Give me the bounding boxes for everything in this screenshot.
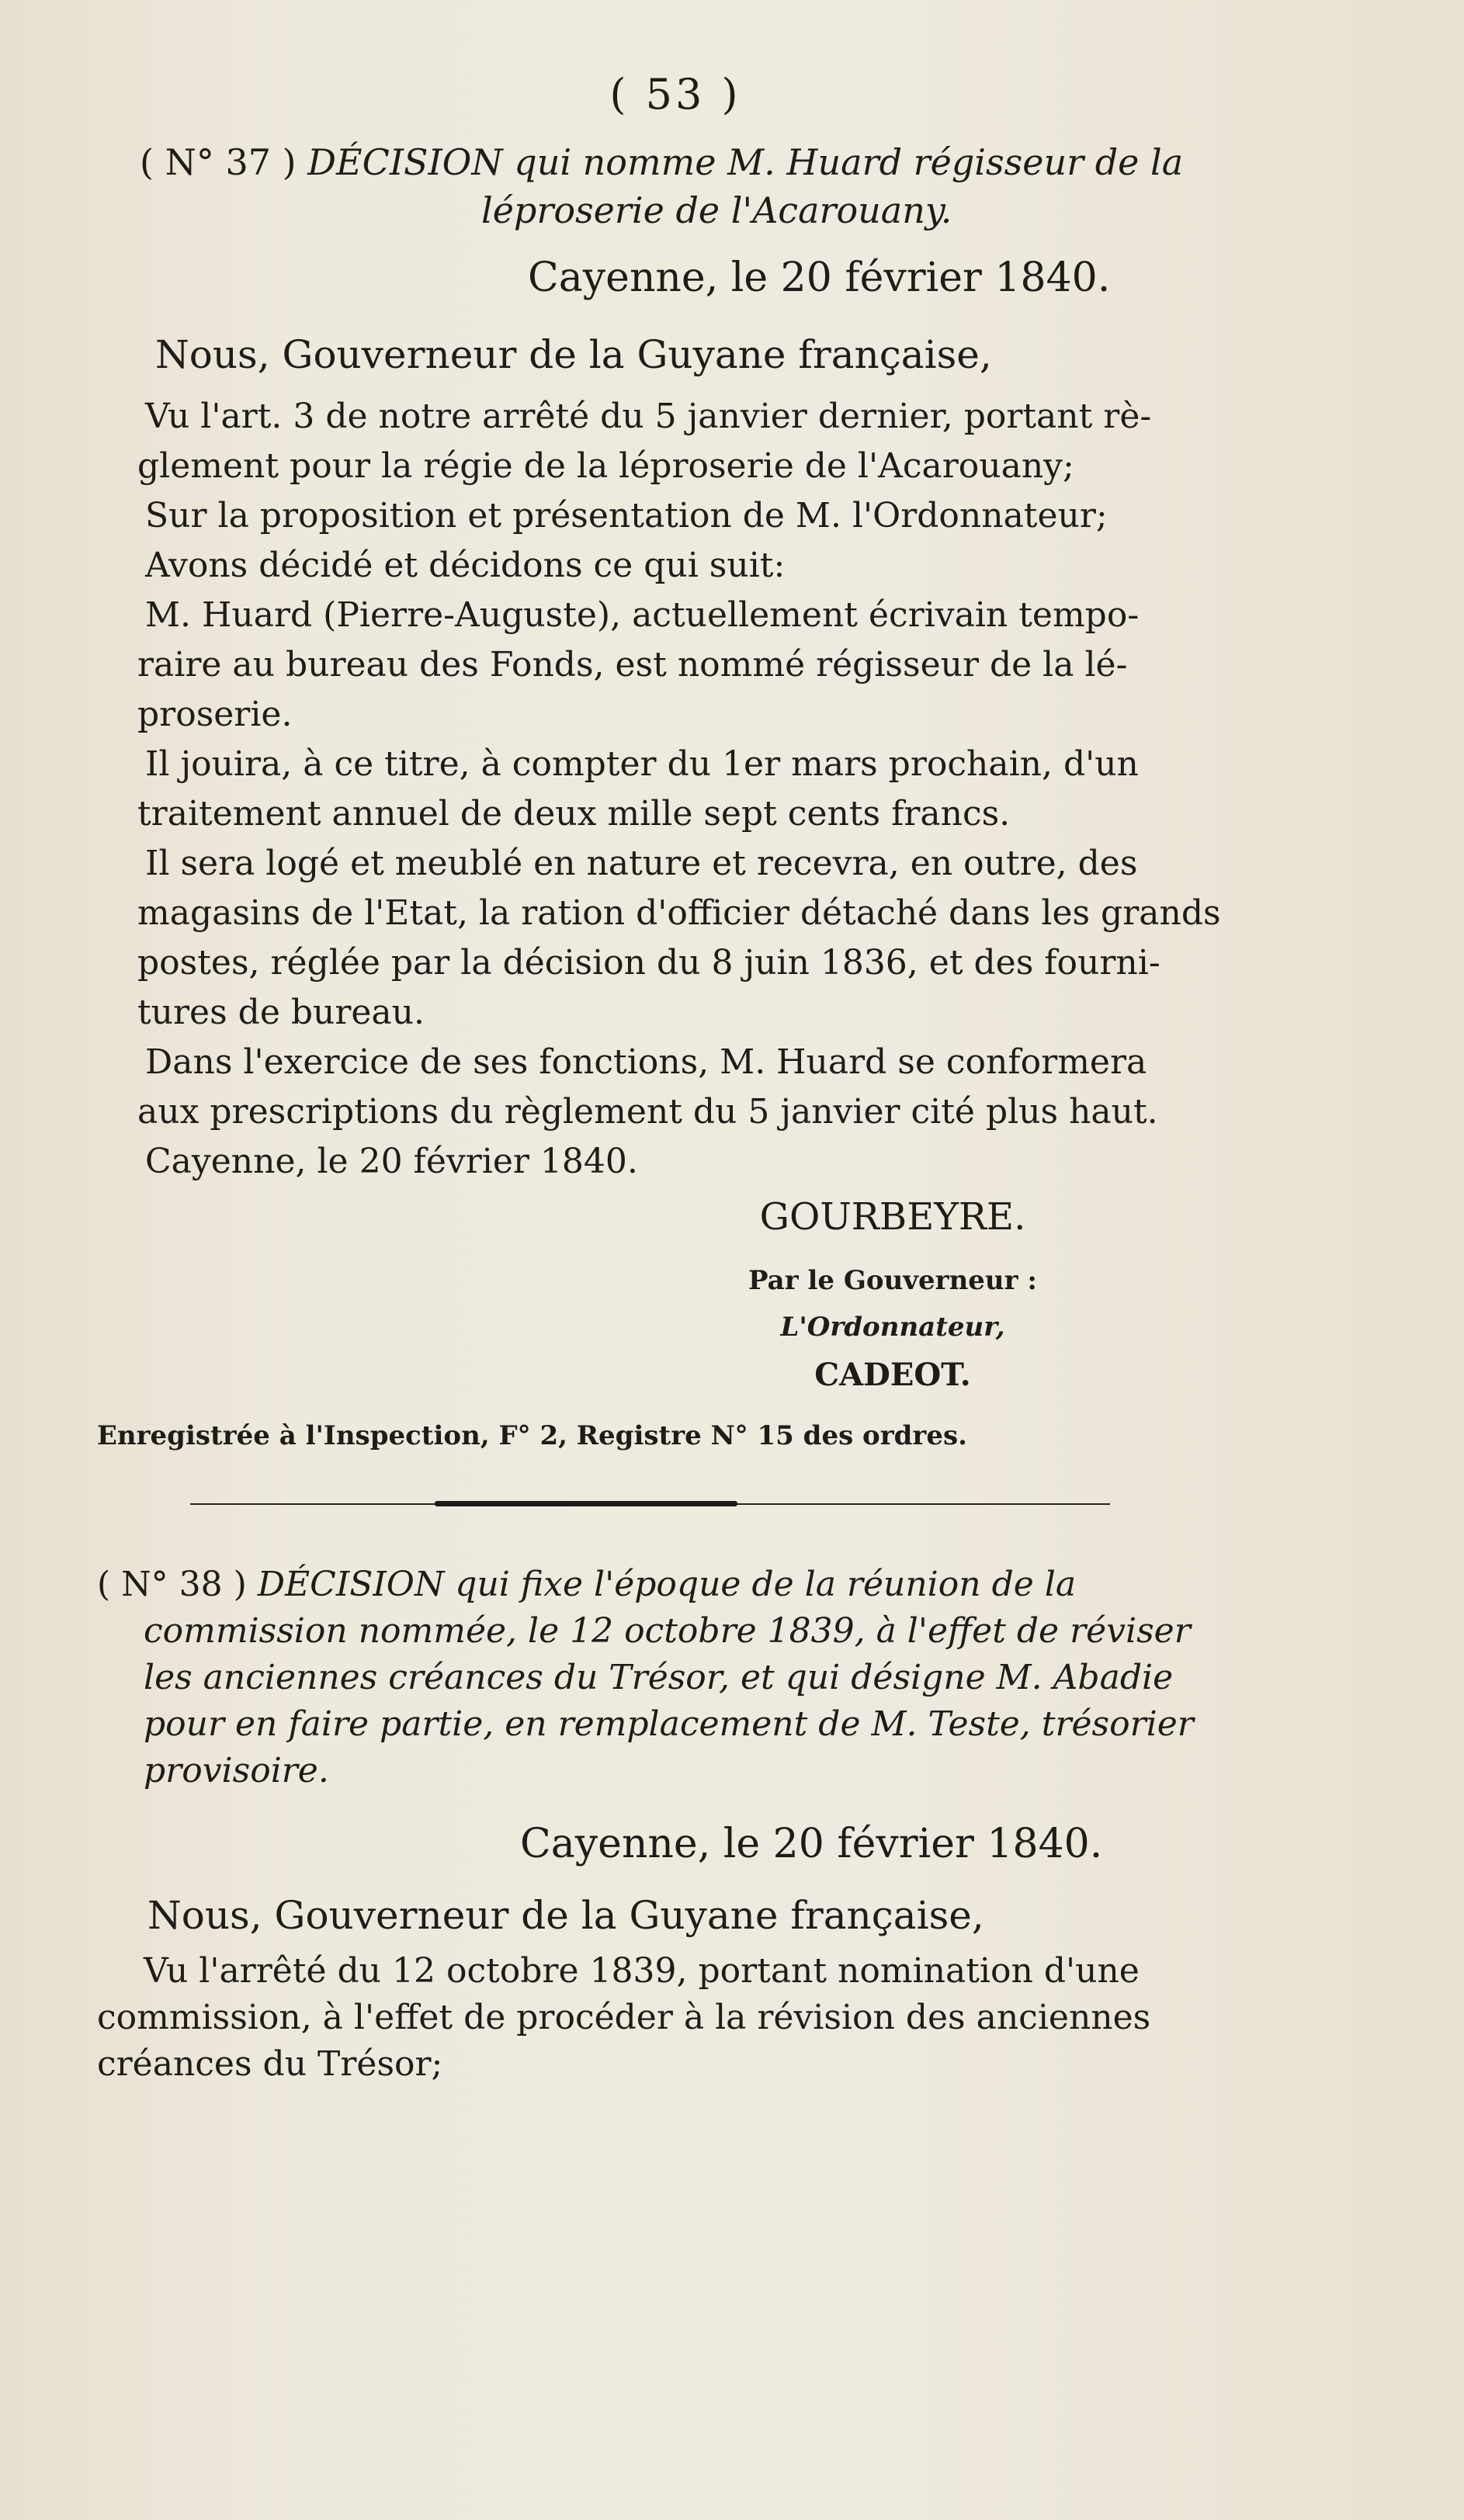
decision-38-number: ( N° 38 ) xyxy=(97,1565,247,1604)
decision-38-title-line: pour en faire partie, en remplacement de M. Teste, trésorier xyxy=(144,1704,1194,1744)
body-line: proserie. xyxy=(137,695,293,734)
decision-37-title-line2: léproserie de l'Acarouany. xyxy=(481,189,952,231)
decision-38-dateline: Cayenne, le 20 février 1840. xyxy=(520,1821,1103,1867)
body-line: M. Huard (Pierre-Auguste), actuellement écrivain tempo- xyxy=(145,595,1140,635)
body-line: Cayenne, le 20 février 1840. xyxy=(145,1142,638,1181)
decision-38-title-line: les anciennes créances du Trésor, et qui désigne M. Abadie xyxy=(144,1658,1174,1697)
body-line: Sur la proposition et présentation de M. l'Ordonnateur; xyxy=(145,496,1108,536)
decision-37-signature: GOURBEYRE. xyxy=(759,1195,1026,1239)
body-line: commission, à l'effet de procéder à la révision des anciennes xyxy=(97,1998,1151,2037)
body-line: glement pour la régie de la léproserie de l'Acarouany; xyxy=(137,446,1074,486)
decision-37-body xyxy=(137,392,1240,1187)
body-line: Dans l'exercice de ses fonctions, M. Huard se conformera xyxy=(145,1042,1147,1082)
body-line: tures de bureau. xyxy=(137,993,425,1032)
decision-38-title-line: provisoire. xyxy=(144,1751,329,1790)
body-line: postes, réglée par la décision du 8 juin 1836, et des fourni- xyxy=(137,943,1160,983)
body-line: aux prescriptions du règlement du 5 janvier cité plus haut. xyxy=(137,1092,1158,1132)
decision-38-title-line: DÉCISION qui fixe l'époque de la réunion de la xyxy=(257,1565,1077,1604)
body-line: Vu l'arrêté du 12 octobre 1839, portant nomination d'une xyxy=(144,1951,1140,1991)
body-line: raire au bureau des Fonds, est nommé régisseur de la lé- xyxy=(137,645,1128,685)
decision-37-opening: Nous, Gouverneur de la Guyane française, xyxy=(155,332,992,377)
decision-37-number: ( N° 37 ) xyxy=(140,141,297,183)
body-line: Avons décidé et décidons ce qui suit: xyxy=(145,546,786,585)
decision-37-role: L'Ordonnateur, xyxy=(780,1312,1005,1343)
decision-37-registration: Enregistrée à l'Inspection, F° 2, Registre N° 15 des ordres. xyxy=(97,1420,967,1451)
decision-37-by: Par le Gouverneur : xyxy=(748,1265,1037,1296)
body-line: magasins de l'Etat, la ration d'officier détaché dans les grands xyxy=(137,893,1221,933)
decision-38-opening: Nous, Gouverneur de la Guyane française, xyxy=(147,1893,984,1938)
decision-37-title xyxy=(140,138,1250,186)
decision-37-dateline: Cayenne, le 20 février 1840. xyxy=(528,255,1111,301)
page-number: ( 53 ) xyxy=(609,70,741,119)
decision-38-title-line: commission nommée, le 12 octobre 1839, à l'effet de réviser xyxy=(144,1611,1191,1651)
section-divider-swell xyxy=(435,1501,737,1506)
decision-38-body xyxy=(97,1948,1246,2088)
decision-37-title-line1: DÉCISION qui nomme M. Huard régisseur de la xyxy=(307,141,1184,183)
body-line: Il sera logé et meublé en nature et recevra, en outre, des xyxy=(145,844,1138,883)
body-line: Il jouira, à ce titre, à compter du 1er mars prochain, d'un xyxy=(145,744,1139,784)
body-line: créances du Trésor; xyxy=(97,2044,443,2084)
body-line: traitement annuel de deux mille sept cents francs. xyxy=(137,794,1011,834)
decision-38-title xyxy=(97,1562,1246,1794)
decision-37-countersign: CADEOT. xyxy=(814,1357,971,1393)
body-line: Vu l'art. 3 de notre arrêté du 5 janvier dernier, portant rè- xyxy=(145,397,1152,436)
